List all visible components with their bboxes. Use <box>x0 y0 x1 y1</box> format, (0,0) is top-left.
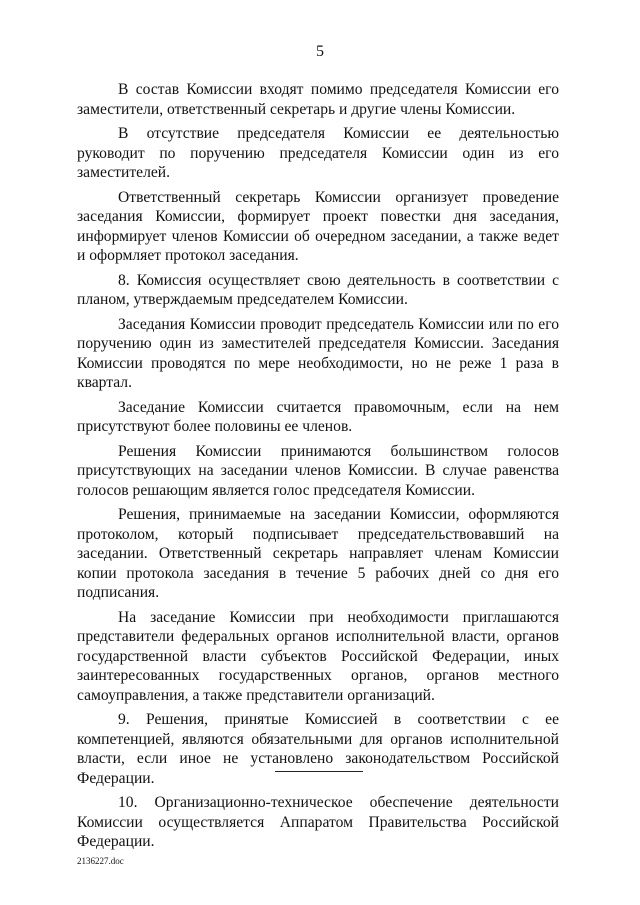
paragraph-item-9: 9. Решения, принятые Комиссией в соответствии с ее компетенцией, являются обязательными для органов исполнительной власти, если иное не установлено законодательством Российской Федерации. <box>77 711 559 787</box>
paragraph-secretary-duties: Ответственный секретарь Комиссии организует проведение заседания Комиссии, формирует проект повестки дня заседания, информирует членов Комиссии об очередном заседании, а также ведет и оформляет протокол заседания. <box>77 188 559 264</box>
paragraph-chairman-absence: В отсутствие председателя Комиссии ее деятельностью руководит по поручению председателя Комиссии один из его заместителей. <box>77 125 559 181</box>
paragraph-commission-composition: В состав Комиссии входят помимо председателя Комиссии его заместители, ответственный секретарь и другие члены Комиссии. <box>77 81 559 118</box>
paragraph-quorum: Заседание Комиссии считается правомочным, если на нем присутствуют более половины ее членов. <box>77 398 559 435</box>
paragraph-item-8: 8. Комиссия осуществляет свою деятельность в соответствии с планом, утверждаемым председателем Комиссии. <box>77 271 559 308</box>
page-number: 5 <box>316 43 324 60</box>
end-divider-line <box>275 771 363 772</box>
document-body <box>77 80 559 852</box>
paragraph-decisions-voting: Решения Комиссии принимаются большинством голосов присутствующих на заседании членов Комиссии. В случае равенства голосов решающим является голос председателя Комиссии. <box>77 442 559 499</box>
paragraph-meetings-conduct: Заседания Комиссии проводит председатель Комиссии или по его поручению один из заместителей председателя Комиссии. Заседания Комиссии проводятся по мере необходимости, но не реже 1 раза в квартал. <box>77 315 559 391</box>
footer-filename: 2136227.doc <box>77 856 124 866</box>
paragraph-item-10: 10. Организационно-техническое обеспечение деятельности Комиссии осуществляется Аппаратом Правительства Российской Федерации. <box>77 794 559 850</box>
paragraph-invitations: На заседание Комиссии при необходимости приглашаются представители федеральных органов исполнительной власти, органов государственной власти субъектов Российской Федерации, иных заинтересованных государственных органов, органов местного самоуправления, а также представители организаций. <box>77 608 559 704</box>
paragraph-decisions-protocol: Решения, принимаемые на заседании Комиссии, оформляются протоколом, который подписывает председательствовавший на заседании. Ответственный секретарь направляет членам Комиссии копии протокола заседания в течение 5 рабочих дней со дня его подписания. <box>77 506 559 601</box>
